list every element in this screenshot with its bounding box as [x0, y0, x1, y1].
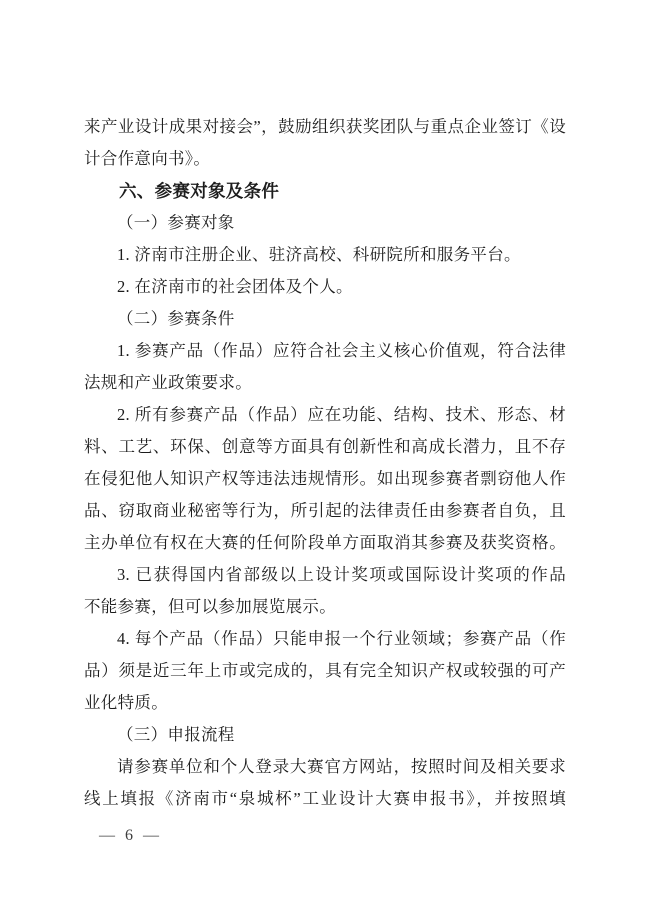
paragraph: [84, 751, 566, 815]
text-line: 主办单位有权在大赛的任何阶段单方面取消其参赛及获奖资格。: [84, 533, 566, 552]
paragraph: [84, 623, 566, 719]
text-line: 2. 所有参赛产品（作品）应在功能、结构、技术、形态、材: [117, 405, 566, 424]
paragraph: [84, 239, 566, 271]
paragraph: [84, 719, 566, 751]
text-line: 料、工艺、环保、创意等方面具有创新性和高成长潜力，且不存: [84, 437, 566, 456]
text-line: 1. 济南市注册企业、驻济高校、科研院所和服务平台。: [117, 245, 521, 264]
text-line: 1. 参赛产品（作品）应符合社会主义核心价值观，符合法律: [117, 341, 566, 360]
page-number: — 6 —: [99, 827, 162, 844]
text-line: 4. 每个产品（作品）只能申报一个行业领域；参赛产品（作: [117, 629, 566, 648]
text-line: 2. 在济南市的社会团体及个人。: [117, 277, 353, 296]
section-heading: [84, 175, 566, 207]
text-line: 计合作意向书》。: [84, 149, 211, 168]
text-line: 来产业设计成果对接会”，鼓励组织获奖团队与重点企业签订《设: [84, 117, 566, 136]
paragraph: [84, 111, 566, 175]
text-line: 业化特质。: [84, 693, 168, 712]
text-line: 品、窃取商业秘密等行为，所引起的法律责任由参赛者自负，且: [84, 501, 566, 520]
text-line: 请参赛单位和个人登录大赛官方网站，按照时间及相关要求: [117, 757, 566, 776]
paragraph: [84, 335, 566, 399]
text-line: 3. 已获得国内省部级以上设计奖项或国际设计奖项的作品: [117, 565, 566, 584]
paragraph: [84, 303, 566, 335]
text-line: （三）申报流程: [117, 725, 235, 744]
text-line: 法规和产业政策要求。: [84, 373, 252, 392]
text-line: （一）参赛对象: [117, 213, 235, 232]
document-content: [84, 111, 566, 815]
paragraph: [84, 559, 566, 623]
text-line: 线上填报《济南市“泉城杯”工业设计大赛申报书》，并按照填: [84, 789, 566, 808]
paragraph: [84, 271, 566, 303]
paragraph: [84, 207, 566, 239]
text-line: 不能参赛，但可以参加展览展示。: [84, 597, 336, 616]
text-line: （二）参赛条件: [117, 309, 235, 328]
text-line: 六、参赛对象及条件: [119, 181, 280, 201]
text-line: 在侵犯他人知识产权等违法违规情形。如出现参赛者剽窃他人作: [84, 469, 566, 488]
paragraph: [84, 399, 566, 559]
text-line: 品）须是近三年上市或完成的，具有完全知识产权或较强的可产: [84, 661, 566, 680]
